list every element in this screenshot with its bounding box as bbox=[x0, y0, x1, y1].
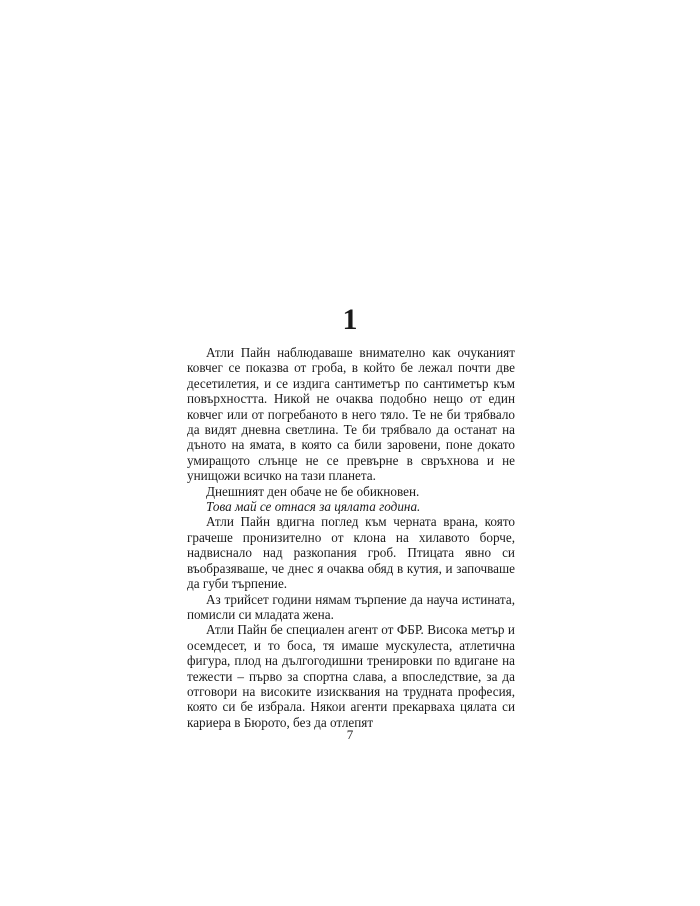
paragraph-3-italic-thought: Това май се отнася за цялата година. bbox=[206, 499, 421, 515]
paragraph-5: Аз трийсет години нямам търпение да науча истината, помисли си младата жена. bbox=[187, 591, 515, 622]
chapter-body bbox=[187, 345, 515, 730]
paragraph-1: Атли Пайн наблюдаваше внимателно как очуканият ковчег се показва от гроба, в който бе лежал почти две десетилетия, и се издига сантиметър по сантиметър към повърхността. Никой не очаква подобно нещо от един ковчег или от погребаното в него тяло. Те не би трябвало да видят дневна светлина. Те би трябвало да останат на дъното на ямата, в която са били заровени, поне докато умиращото слънце не се превърне в свръхнова и не унищожи всичко на тази планета. bbox=[187, 345, 515, 484]
paragraph-4: Атли Пайн вдигна поглед към черната врана, която грачеше пронизително от клона на хилавото борче, надвиснало над разкопания гроб. Птицата явно си въобразяваше, че днес я очаква обяд в кутия, и започваше да губи търпение. bbox=[187, 514, 515, 592]
paragraph-6: Атли Пайн бе специален агент от ФБР. Висока метър и осемдесет, и то боса, тя имаше мускулеста, атлетична фигура, плод на дългогодишни тренировки по вдигане на тежести – първо за спортна слава, а впоследствие, за да отговори на високите изисквания на трудната професия, която си бе избрала. Някои агенти прекарваха цялата си кариера в Бюрото, без да отлепят bbox=[187, 622, 515, 730]
page-number: 7 bbox=[346, 727, 354, 742]
chapter-number: 1 bbox=[342, 303, 358, 336]
paragraph-2: Днешният ден обаче не бе обикновен. bbox=[206, 483, 420, 499]
